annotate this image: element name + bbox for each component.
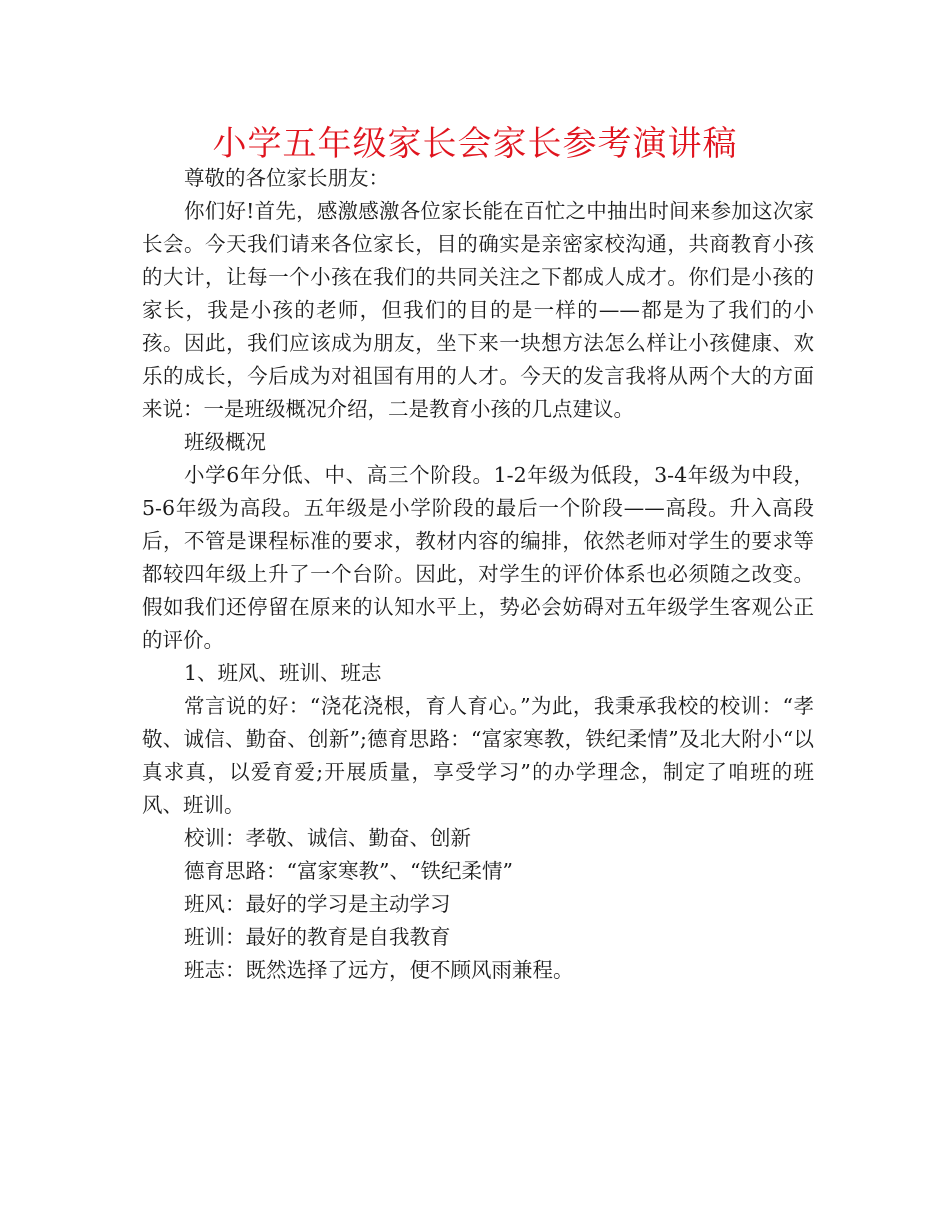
- document-body: [142, 162, 814, 987]
- opening-paragraph: 你们好!首先，感激感激各位家长能在百忙之中抽出时间来参加这次家长会。今天我们请来各位家长，目的确实是亲密家校沟通，共商教育小孩的大计，让每一个小孩在我们的共同关注之下都成人成才。你们是小孩的家长，我是小孩的老师，但我们的目的是一样的——都是为了我们的小孩。因此，我们应该成为朋友，坐下来一块想方法怎么样让小孩健康、欢乐的成长，今后成为对祖国有用的人才。今天的发言我将从两个大的方面来说：一是班级概况介绍，二是教育小孩的几点建议。: [142, 199, 814, 421]
- moral-education-line: 德育思路：“富家寒教”、“铁纪柔情”: [184, 859, 513, 883]
- subsection-heading-class-motto: 1、班风、班训、班志: [184, 661, 382, 685]
- class-overview-paragraph: 小学6年分低、中、高三个阶段。1-2年级为低段，3-4年级为中段，5-6年级为高段。五年级是小学阶段的最后一个阶段——高段。升入高段后，不管是课程标准的要求，教材内容的编排，依然老师对学生的要求等都较四年级上升了一个台阶。因此，对学生的评价体系也必须随之改变。假如我们还停留在原来的认知水平上，势必会妨碍对五年级学生客观公正的评价。: [142, 463, 814, 652]
- class-style-line: 班风：最好的学习是主动学习: [184, 892, 451, 916]
- class-teaching-line: 班训：最好的教育是自我教育: [184, 925, 451, 949]
- school-motto-line: 校训：孝敬、诚信、勤奋、创新: [184, 826, 471, 850]
- document-title: 小学五年级家长会家长参考演讲稿: [212, 124, 738, 164]
- class-motto-paragraph: 常言说的好：“浇花浇根，育人育心。”为此，我秉承我校的校训：“孝敬、诚信、勤奋、创新”;德育思路：“富家寒教，铁纪柔情”及北大附小“以真求真，以爱育爱;开展质量，享受学习”的办学理念，制定了咱班的班风、班训。: [142, 694, 814, 817]
- greeting-paragraph: 尊敬的各位家长朋友：: [184, 166, 389, 190]
- class-aspiration-line: 班志：既然选择了远方，便不顾风雨兼程。: [184, 958, 574, 982]
- section-heading-class-overview: 班级概况: [184, 430, 266, 454]
